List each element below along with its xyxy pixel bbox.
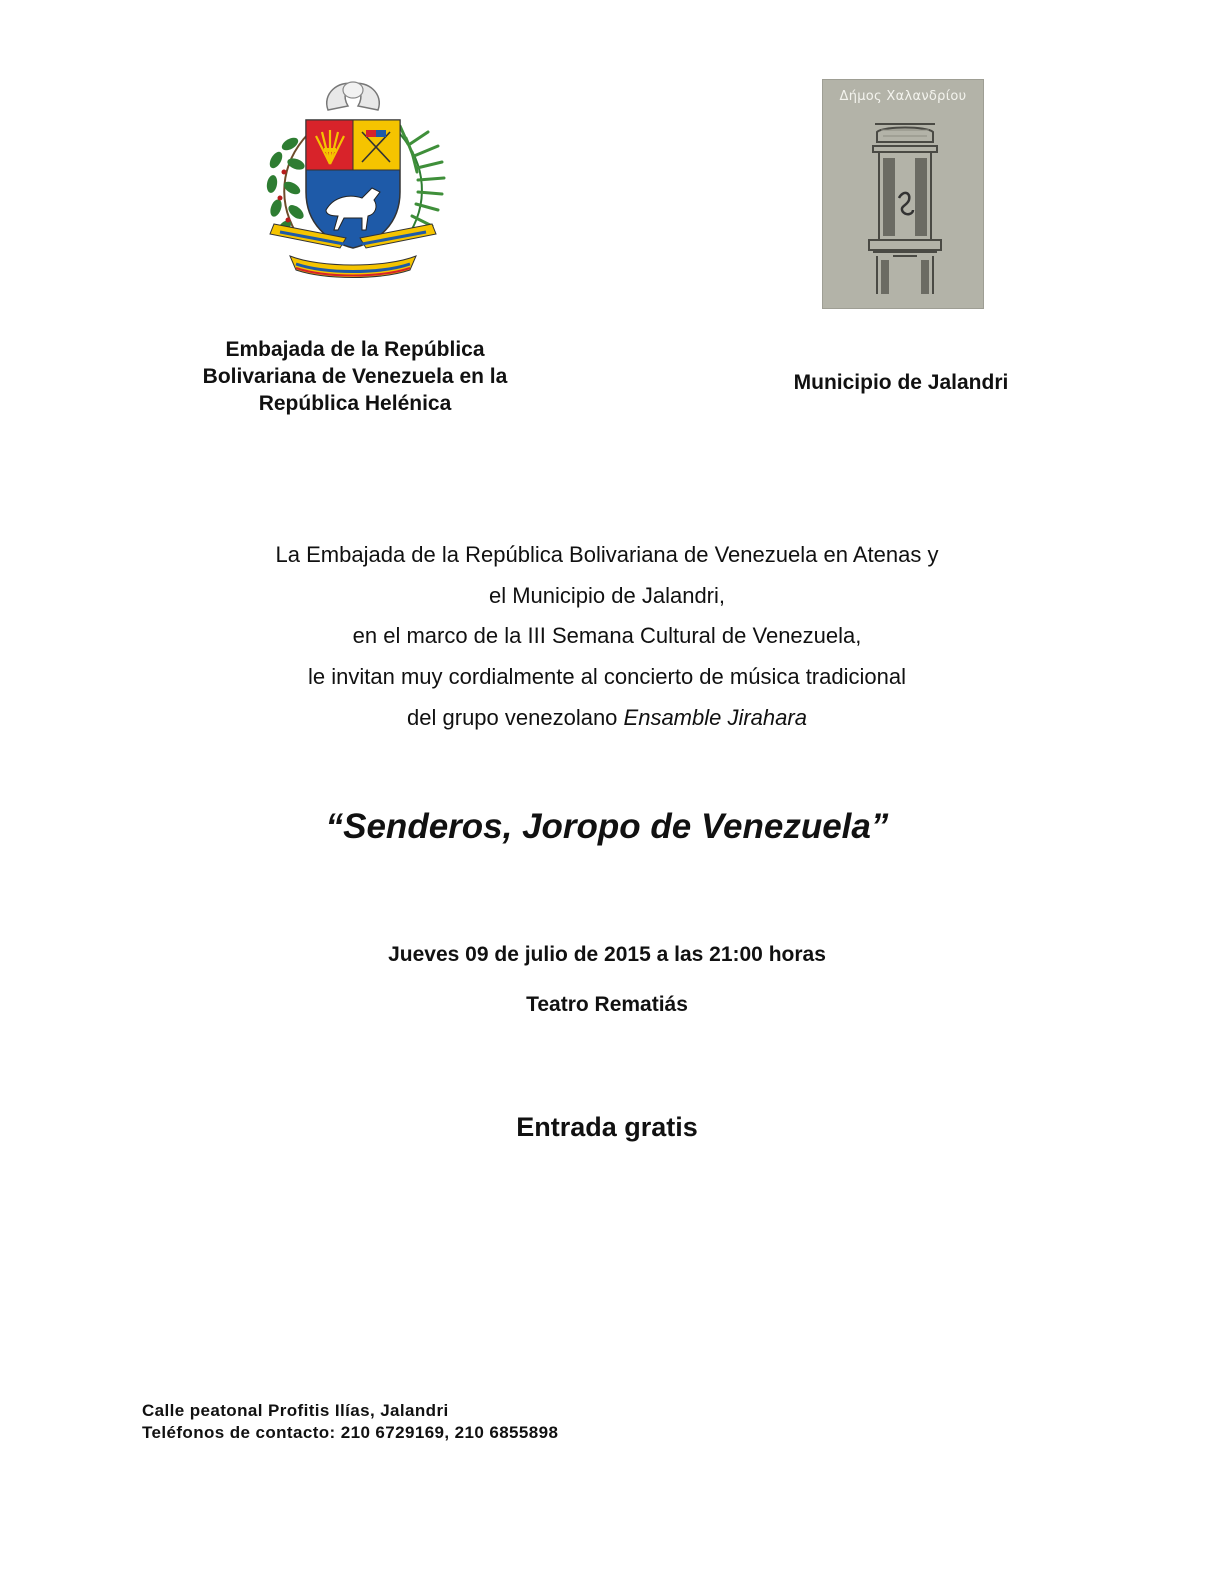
invitation-line-4: le invitan muy cordialmente al concierto de música tradicional	[308, 664, 906, 689]
invitation-line-5	[112, 704, 1102, 731]
event-date: Jueves 09 de julio de 2015 a las 21:00 horas	[388, 943, 826, 966]
venezuela-coat-of-arms	[250, 74, 456, 280]
entry-note: Entrada gratis	[516, 1112, 698, 1142]
group-name: Ensamble Jirahara	[623, 705, 807, 730]
embassy-title	[155, 336, 555, 417]
embassy-title-line-2: Bolivariana de Venezuela en la	[202, 365, 508, 388]
invitation-line-3: en el marco de la III Semana Cultural de Venezuela,	[352, 623, 862, 648]
footer-phones: Teléfonos de contacto: 210 6729169, 210 6855898	[142, 1423, 559, 1442]
embassy-title-line-3: República Helénica	[258, 392, 452, 415]
group-prefix: del grupo venezolano	[407, 705, 624, 730]
event-venue: Teatro Rematiás	[526, 993, 688, 1016]
footer-address: Calle peatonal Profitis Ilías, Jalandri	[142, 1401, 449, 1420]
embassy-title-line-1: Embajada de la República	[225, 338, 485, 361]
municipality-logo	[822, 79, 984, 309]
logo-caption: Δήμος Χαλανδρίου	[839, 89, 967, 104]
municipality-title: Municipio de Jalandri	[793, 371, 1009, 394]
invitation-line-1: La Embajada de la República Bolivariana de Venezuela en Atenas y	[275, 542, 939, 567]
invitation-line-2: el Municipio de Jalandri,	[488, 583, 726, 608]
concert-title: “Senderos, Joropo de Venezuela”	[325, 807, 889, 846]
